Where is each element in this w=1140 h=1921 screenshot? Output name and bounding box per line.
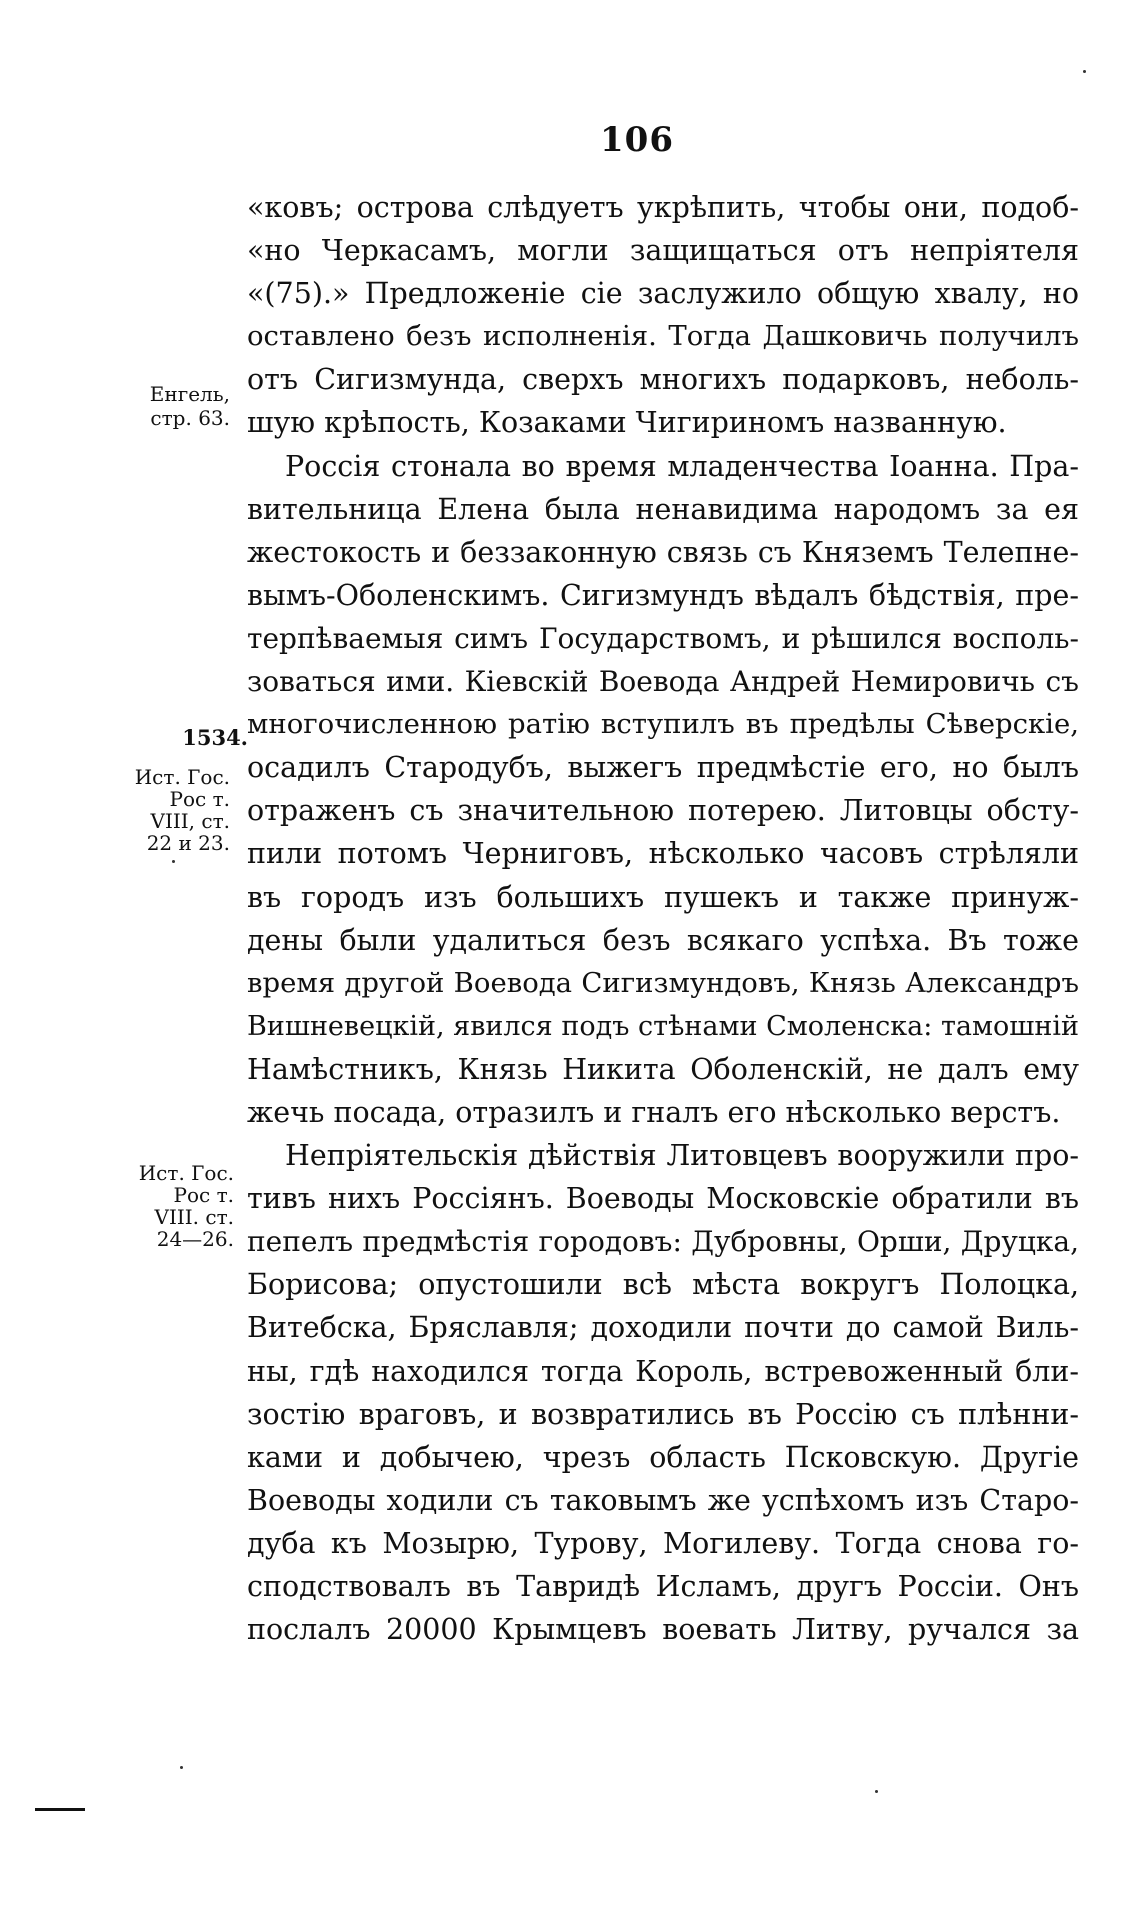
margin-note-line: Рос т. — [169, 787, 230, 811]
text-line: оставлено безъ исполненія. Тогда Дашковичь получилъ — [247, 320, 1079, 353]
text-line: терпѣваемыя симъ Государствомъ, и рѣшился восполь- — [247, 621, 1079, 655]
page-number: 106 — [600, 120, 674, 160]
text-line: Воеводы ходили съ таковымъ же успѣхомъ изъ Старо- — [247, 1483, 1079, 1517]
text-line: дены были удалиться безъ всякаго успѣха. Въ тоже — [247, 923, 1079, 957]
text-line: время другой Воевода Сигизмундовъ, Князь Александръ — [247, 966, 1079, 999]
text-line: отраженъ съ значительною потерею. Литовцы обсту- — [247, 794, 1079, 828]
text-line: дуба къ Мозырю, Турову, Могилеву. Тогда снова го- — [247, 1526, 1079, 1560]
text-line: Вишневецкій, явился подъ стѣнами Смоленска: тамошній — [247, 1010, 1079, 1042]
text-line: послалъ 20000 Крымцевъ воевать Литву, ручался за — [247, 1613, 1079, 1647]
text-line: пили потомъ Черниговъ, нѣсколько часовъ стрѣляли — [247, 837, 1079, 871]
margin-note-line: Ист. Гос. — [138, 1161, 234, 1185]
page-speck — [172, 860, 175, 863]
margin-note-ist-gos-2 — [118, 1162, 234, 1250]
margin-note-line: 22 и 23. — [146, 831, 230, 855]
text-line: зостію враговъ, и возвратились въ Россію съ плѣнни- — [247, 1397, 1079, 1431]
margin-note-year: 1534. — [182, 725, 248, 750]
text-line: тивъ нихъ Россіянъ. Воеводы Московскіе обратили въ — [247, 1182, 1079, 1216]
margin-note-engel — [112, 382, 230, 430]
margin-note-line: Ист. Гос. — [134, 765, 230, 789]
margin-note-line: VIII. ст. — [154, 1205, 234, 1229]
text-line: въ городъ изъ большихъ пушекъ и также принуж- — [247, 880, 1079, 914]
text-line: вымъ-Оболенскимъ. Сигизмундъ вѣдалъ бѣдствія, пре- — [247, 578, 1079, 612]
text-line: жестокость и беззаконную связь съ Княземъ Телепне- — [247, 535, 1079, 569]
body-text — [247, 186, 1079, 1651]
text-line: зоваться ими. Кіевскій Воевода Андрей Немировичь съ — [247, 665, 1079, 699]
text-line: ками и добычею, чрезъ область Псковскую. Другіе — [247, 1440, 1079, 1474]
text-line: «(75).» Предложеніе сіе заслужило общую хвалу, но — [247, 277, 1079, 311]
text-line: пепелъ предмѣстія городовъ: Дубровны, Орши, Друцка, — [247, 1225, 1079, 1259]
text-line: Борисова; опустошили всѣ мѣста вокругъ Полоцка, — [247, 1268, 1079, 1302]
page-speck — [1083, 70, 1086, 73]
text-line: многочисленною ратію вступилъ въ предѣлы Сѣверскіе, — [247, 708, 1079, 741]
text-line: сподствовалъ въ Тавридѣ Исламъ, другъ Россіи. Онъ — [247, 1570, 1079, 1603]
text-line: «ковъ; острова слѣдуетъ укрѣпить, чтобы они, подоб- — [247, 191, 1079, 224]
text-line: вительница Елена была ненавидима народомъ за ея — [247, 492, 1079, 526]
text-line: жечь посада, отразилъ и гналъ его нѣсколько верстъ. — [247, 1095, 1061, 1129]
margin-note-line: Рос т. — [173, 1183, 234, 1207]
margin-note-line: Енгель, — [149, 382, 230, 406]
text-line: ны, гдѣ находился тогда Король, встревоженный бли- — [247, 1354, 1079, 1388]
text-line: Россія стонала во время младенчества Іоанна. Пра- — [285, 449, 1079, 483]
text-line: «но Черкасамъ, могли защищаться отъ непріятеля — [247, 234, 1079, 268]
text-line: Непріятельскія дѣйствія Литовцевъ вооружили про- — [285, 1139, 1079, 1173]
margin-dash-mark — [35, 1808, 85, 1811]
page-speck — [875, 1790, 878, 1793]
text-line: Витебска, Бряславля; доходили почти до самой Виль- — [247, 1311, 1079, 1345]
margin-note-line: VIII, ст. — [150, 809, 230, 833]
text-line: осадилъ Стародубъ, выжегъ предмѣстіе его, но былъ — [247, 751, 1079, 785]
margin-note-ist-gos-1 — [118, 766, 230, 854]
text-line: шую крѣпость, Козаками Чигириномъ названную. — [247, 406, 1007, 440]
margin-note-line: стр. 63. — [150, 406, 230, 430]
margin-note-line: 24—26. — [156, 1227, 234, 1251]
text-line: Намѣстникъ, Князь Никита Оболенскій, не далъ ему — [247, 1052, 1079, 1086]
text-line: отъ Сигизмунда, сверхъ многихъ подарковъ, неболь- — [247, 363, 1079, 397]
page-speck — [180, 1766, 183, 1769]
